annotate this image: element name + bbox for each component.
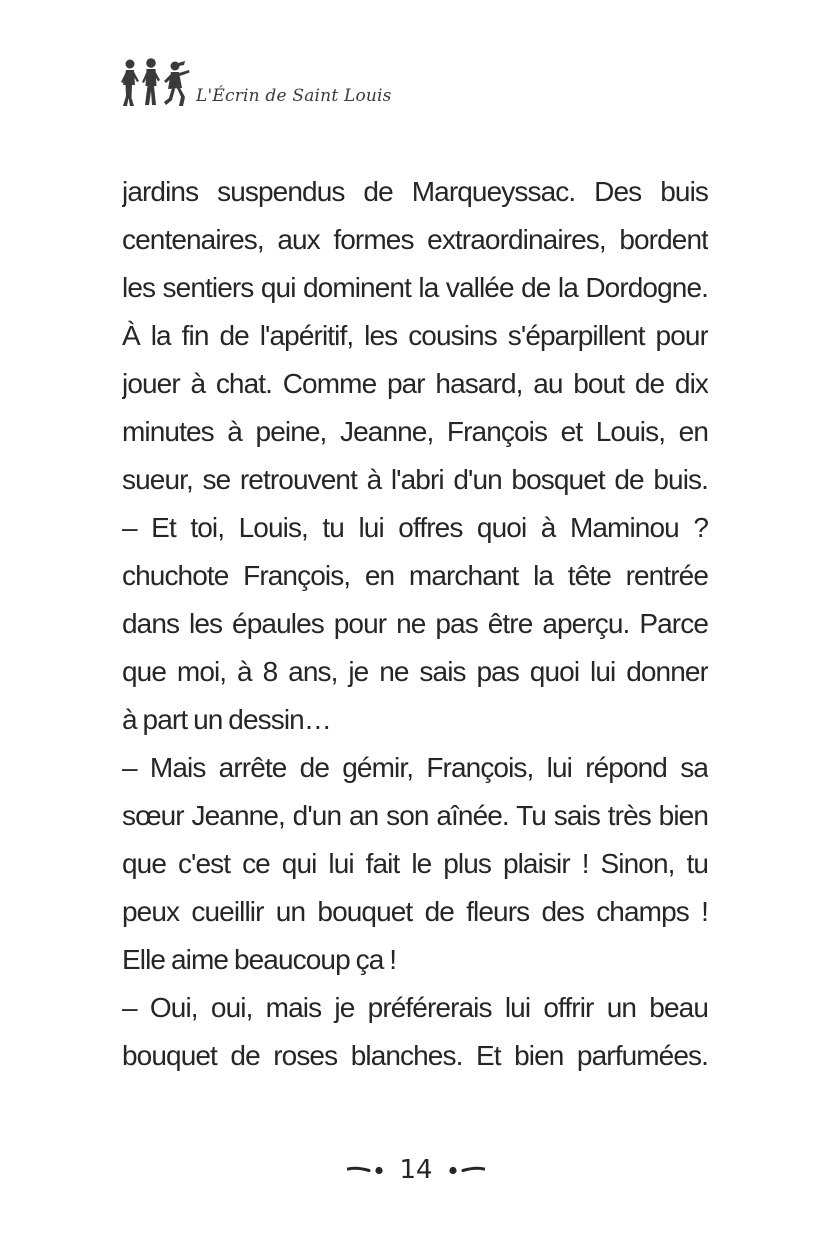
- text-line: peux cueillir un bouquet de fleurs des champs !: [122, 896, 708, 927]
- text-line: que c'est ce qui lui fait le plus plaisir ! Sinon, tu: [122, 848, 708, 879]
- dot-dash-ornament-icon: [347, 1164, 385, 1176]
- text-line: les sentiers qui dominent la vallée de la Dordogne.: [122, 272, 708, 303]
- page-number: 14: [399, 1155, 433, 1185]
- dot-dash-ornament-icon: [447, 1164, 485, 1176]
- children-silhouettes-icon: [118, 58, 192, 108]
- text-line: que moi, à 8 ans, je ne sais pas quoi lui donner: [122, 656, 708, 687]
- text-line: minutes à peine, Jeanne, François et Louis, en: [122, 416, 708, 447]
- text-line: sueur, se retrouvent à l'abri d'un bosquet de buis.: [122, 464, 708, 495]
- book-title: L'Écrin de Saint Louis: [196, 86, 392, 106]
- page-footer: [0, 1148, 832, 1192]
- text-line: bouquet de roses blanches. Et bien parfumées.: [122, 1040, 708, 1071]
- text-line: – Et toi, Louis, tu lui offres quoi à Maminou ?: [122, 512, 708, 543]
- text-line: chuchote François, en marchant la tête rentrée: [122, 560, 708, 591]
- text-line: jardins suspendus de Marqueyssac. Des buis: [122, 176, 708, 207]
- text-line: jouer à chat. Comme par hasard, au bout de dix: [122, 368, 708, 399]
- page-text: [122, 168, 708, 1080]
- text-line: – Oui, oui, mais je préférerais lui offrir un beau: [122, 992, 708, 1023]
- text-line: centenaires, aux formes extraordinaires, bordent: [122, 224, 708, 255]
- text-line: Elle aime beaucoup ça !: [122, 944, 397, 975]
- text-line: sœur Jeanne, d'un an son aînée. Tu sais très bien: [122, 800, 708, 831]
- text-line: à part un dessin…: [122, 704, 331, 735]
- text-line: À la fin de l'apéritif, les cousins s'éparpillent pour: [122, 320, 708, 351]
- running-header: [118, 58, 392, 108]
- text-line: – Mais arrête de gémir, François, lui répond sa: [122, 752, 708, 783]
- text-line: dans les épaules pour ne pas être aperçu. Parce: [122, 608, 708, 639]
